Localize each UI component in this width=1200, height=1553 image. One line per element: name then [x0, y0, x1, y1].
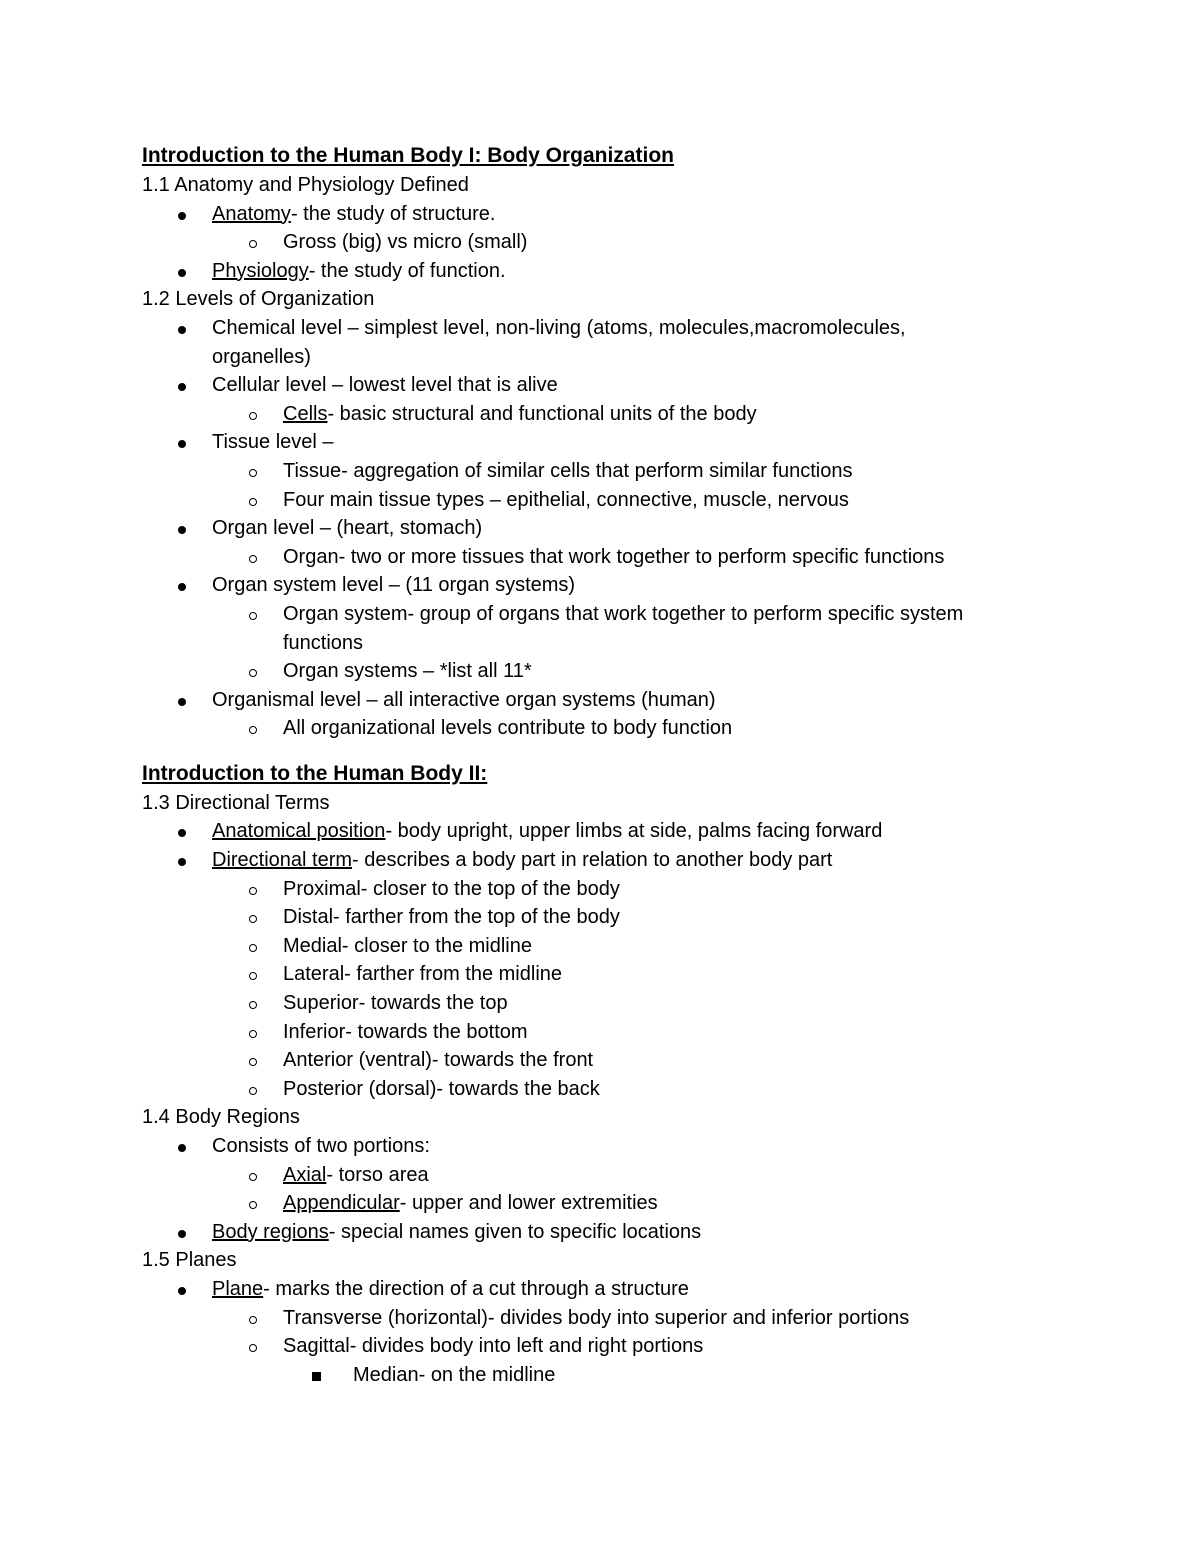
list-item-organ-systems-list — [142, 657, 1042, 686]
definition-axial: - torso area — [326, 1163, 429, 1186]
list-item-organ-system-level — [142, 571, 1042, 600]
bullet-hollow-icon — [249, 1161, 257, 1190]
text-posterior: Posterior (dorsal)- towards the back — [283, 1077, 600, 1100]
text-distal: Distal- farther from the top of the body — [283, 906, 620, 929]
bullet-hollow-icon — [249, 714, 257, 743]
text-inferior: Inferior- towards the bottom — [283, 1020, 528, 1043]
list-item-anatomical-position — [142, 817, 1042, 846]
term-physiology: Physiology — [212, 259, 309, 282]
text-organizational-levels: All organizational levels contribute to body function — [283, 717, 733, 740]
term-axial: Axial — [283, 1163, 327, 1186]
bullet-filled-icon — [178, 200, 186, 229]
list-item-cells — [142, 400, 1042, 429]
definition-body-regions: - special names given to specific locations — [328, 1220, 702, 1243]
definition-cells: - basic structural and functional units of the body — [327, 402, 757, 425]
bullet-filled-icon — [178, 314, 186, 343]
list-item-anterior — [142, 1046, 1042, 1075]
text-gross-micro: Gross (big) vs micro (small) — [283, 231, 528, 254]
text-organ-level: Organ level – (heart, stomach) — [212, 517, 483, 540]
text-superior: Superior- towards the top — [283, 992, 508, 1015]
section-1-3-title: 1.3 Directional Terms — [142, 791, 330, 814]
text-tissue-definition: Tissue- aggregation of similar cells that perform similar functions — [283, 459, 853, 482]
text-proximal: Proximal- closer to the top of the body — [283, 877, 620, 900]
heading-body-organization: Introduction to the Human Body I: Body Organization — [142, 144, 674, 167]
bullet-filled-icon — [178, 514, 186, 543]
list-item-tissue-definition — [142, 457, 1042, 486]
text-chemical-level: Chemical level – simplest level, non-living (atoms, molecules,macromolecules, — [212, 316, 906, 339]
definition-directional-term: - describes a body part in relation to another body part — [352, 849, 833, 872]
section-1-5-title: 1.5 Planes — [142, 1249, 237, 1272]
definition-anatomical-position: - body upright, upper limbs at side, palms facing forward — [385, 820, 883, 843]
bullet-hollow-icon — [249, 486, 257, 515]
list-item-organizational-levels — [142, 714, 1042, 743]
term-directional-term: Directional term — [212, 849, 353, 872]
bullet-filled-icon — [178, 686, 186, 715]
list-item-body-regions — [142, 1218, 1042, 1247]
bullet-hollow-icon — [249, 657, 257, 686]
bullet-filled-icon — [178, 1275, 186, 1304]
term-appendicular: Appendicular — [283, 1192, 400, 1215]
list-item-chemical-level — [142, 314, 1042, 343]
section-1-2-title: 1.2 Levels of Organization — [142, 288, 375, 311]
bullet-hollow-icon — [249, 960, 257, 989]
definition-plane: - marks the direction of a cut through a structure — [263, 1277, 689, 1300]
bullet-hollow-icon — [249, 903, 257, 932]
list-item-appendicular — [142, 1189, 1042, 1218]
list-item-two-portions — [142, 1132, 1042, 1161]
list-item-medial — [142, 932, 1042, 961]
list-item-superior — [142, 989, 1042, 1018]
bullet-hollow-icon — [249, 1332, 257, 1361]
bullet-filled-icon — [178, 846, 186, 875]
term-cells: Cells — [283, 402, 328, 425]
bullet-square-icon — [312, 1361, 321, 1390]
text-organ-definition: Organ- two or more tissues that work together to perform specific functions — [283, 545, 945, 568]
list-item-anatomy — [142, 200, 1042, 229]
list-item-inferior — [142, 1018, 1042, 1047]
definition-physiology: - the study of function. — [308, 259, 506, 282]
heading-human-body-ii: Introduction to the Human Body II: — [142, 761, 488, 785]
bullet-hollow-icon — [249, 228, 257, 257]
bullet-filled-icon — [178, 257, 186, 286]
text-tissue-types: Four main tissue types – epithelial, connective, muscle, nervous — [283, 488, 849, 511]
term-anatomical-position: Anatomical position — [212, 820, 386, 843]
text-organismal-level: Organismal level – all interactive organ systems (human) — [212, 688, 716, 711]
section-1-1-title: 1.1 Anatomy and Physiology Defined — [142, 174, 469, 196]
text-organ-system-level: Organ system level – (11 organ systems) — [212, 574, 576, 597]
list-item-chemical-level-continued: organelles) — [212, 345, 311, 368]
bullet-filled-icon — [178, 571, 186, 600]
list-item-sagittal — [142, 1332, 1042, 1361]
text-organ-system-definition: Organ system- group of organs that work together to perform specific system — [283, 602, 964, 625]
list-item-organismal-level — [142, 686, 1042, 715]
list-item-axial — [142, 1161, 1042, 1190]
bullet-hollow-icon — [249, 989, 257, 1018]
bullet-hollow-icon — [249, 1189, 257, 1218]
definition-appendicular: - upper and lower extremities — [399, 1192, 658, 1215]
list-item-transverse — [142, 1304, 1042, 1333]
bullet-filled-icon — [178, 817, 186, 846]
bullet-filled-icon — [178, 428, 186, 457]
bullet-hollow-icon — [249, 875, 257, 904]
bullet-hollow-icon — [249, 932, 257, 961]
list-item-median — [142, 1361, 1042, 1390]
term-anatomy: Anatomy — [212, 202, 291, 225]
list-item-distal — [142, 903, 1042, 932]
list-item-plane — [142, 1275, 1042, 1304]
text-sagittal: Sagittal- divides body into left and right portions — [283, 1335, 704, 1358]
text-anterior: Anterior (ventral)- towards the front — [283, 1049, 594, 1072]
list-item-tissue-types — [142, 486, 1042, 515]
list-item-lateral — [142, 960, 1042, 989]
bullet-hollow-icon — [249, 1075, 257, 1104]
text-medial: Medial- closer to the midline — [283, 934, 532, 957]
list-item-physiology — [142, 257, 1042, 286]
bullet-hollow-icon — [249, 400, 257, 429]
bullet-hollow-icon — [249, 1046, 257, 1075]
text-tissue-level: Tissue level – — [212, 431, 334, 454]
bullet-hollow-icon — [249, 457, 257, 486]
list-item-posterior — [142, 1075, 1042, 1104]
list-item-gross-micro — [142, 228, 1042, 257]
term-plane: Plane — [212, 1277, 264, 1300]
list-item-cellular-level — [142, 371, 1042, 400]
bullet-hollow-icon — [249, 543, 257, 572]
text-organ-systems-list: Organ systems – *list all 11* — [283, 660, 532, 683]
text-lateral: Lateral- farther from the midline — [283, 963, 563, 986]
bullet-hollow-icon — [249, 1018, 257, 1047]
text-cellular-level: Cellular level – lowest level that is alive — [212, 374, 558, 397]
text-median: Median- on the midline — [353, 1363, 556, 1386]
document-page — [142, 141, 1042, 1389]
term-body-regions: Body regions — [212, 1220, 329, 1243]
list-item-organ-system-definition — [142, 600, 1042, 629]
list-item-proximal — [142, 875, 1042, 904]
text-transverse: Transverse (horizontal)- divides body into superior and inferior portions — [283, 1306, 910, 1329]
bullet-hollow-icon — [249, 600, 257, 629]
definition-anatomy: - the study of structure. — [290, 202, 496, 225]
bullet-filled-icon — [178, 1218, 186, 1247]
bullet-filled-icon — [178, 1132, 186, 1161]
list-item-directional-term — [142, 846, 1042, 875]
list-item-organ-system-definition-continued: functions — [283, 631, 364, 654]
list-item-tissue-level — [142, 428, 1042, 457]
bullet-hollow-icon — [249, 1304, 257, 1333]
list-item-organ-level — [142, 514, 1042, 543]
text-two-portions: Consists of two portions: — [212, 1135, 430, 1157]
list-item-organ-definition — [142, 543, 1042, 572]
section-1-4-title: 1.4 Body Regions — [142, 1106, 300, 1129]
bullet-filled-icon — [178, 371, 186, 400]
section-gap — [142, 743, 1042, 759]
